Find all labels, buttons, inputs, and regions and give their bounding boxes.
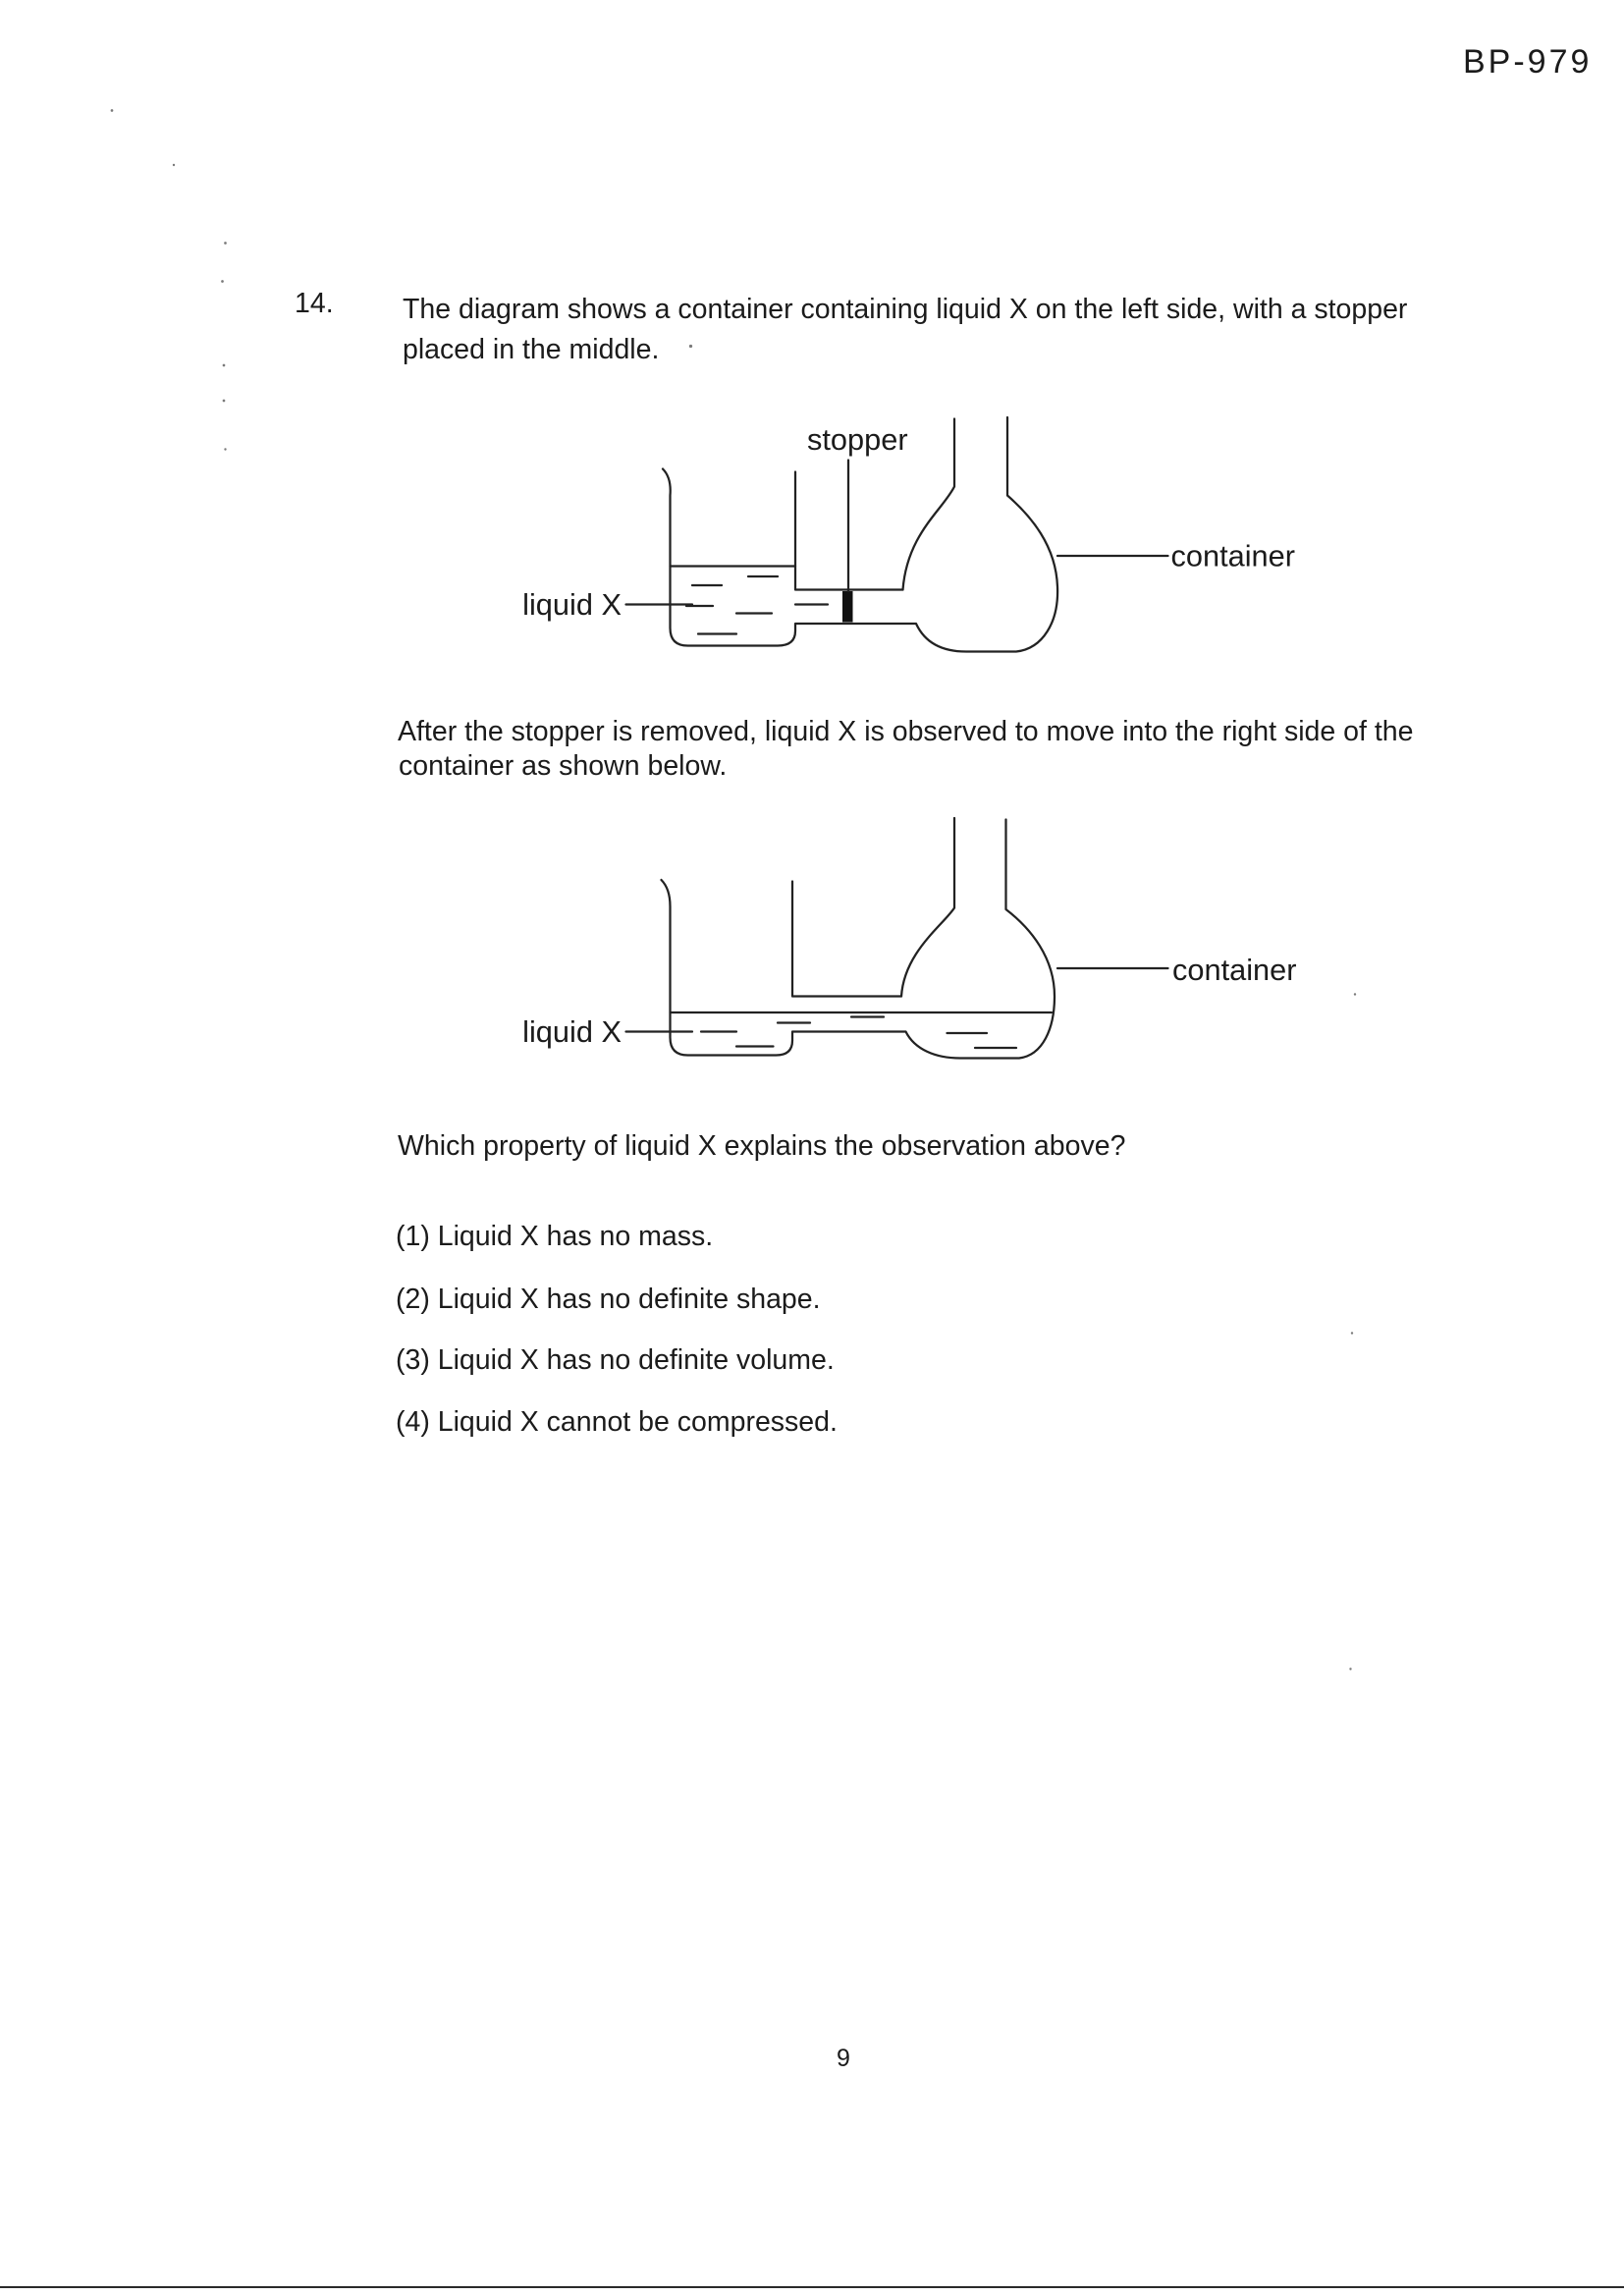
document-code: BP-979 [1463, 43, 1593, 81]
page-number: 9 [837, 2045, 850, 2072]
answer-option-4: (4) Liquid X cannot be compressed. [396, 1406, 838, 1438]
scan-speck [689, 345, 692, 348]
answer-option-3: (3) Liquid X has no definite volume. [396, 1344, 835, 1376]
scan-speck [223, 400, 226, 403]
flask-neck-left-wall [901, 818, 954, 997]
question-followup-line-2: container as shown below. [399, 750, 728, 782]
liquid-hatching [686, 576, 828, 634]
scan-speck [1349, 1667, 1351, 1669]
answer-option-1: (1) Liquid X has no mass. [396, 1221, 714, 1252]
question-prompt: Which property of liquid X explains the observation above? [398, 1130, 1126, 1162]
scan-speck [221, 280, 224, 283]
vessel-outline [662, 819, 1056, 1058]
scan-speck [111, 109, 114, 112]
stopper [842, 591, 853, 623]
flask-neck-left-wall [903, 418, 955, 589]
scan-speck [173, 164, 175, 166]
liquid-label: liquid X [522, 586, 622, 622]
liquid-label: liquid X [522, 1013, 622, 1049]
stopper-label: stopper [807, 421, 908, 457]
diagram-after-stopper-removed [501, 803, 1326, 1076]
question-intro-line-2: placed in the middle. [403, 334, 660, 365]
question-followup-line-1: After the stopper is removed, liquid X is observed to move into the right side of the [398, 716, 1414, 747]
scan-speck [1354, 993, 1356, 995]
question-intro-line-1: The diagram shows a container containing liquid X on the left side, with a stopper [403, 294, 1408, 325]
scan-speck [224, 448, 226, 450]
question-number: 14. [295, 288, 334, 319]
left-chamber-inner-wall [792, 881, 901, 996]
scan-speck [223, 364, 226, 367]
scan-speck [224, 242, 227, 245]
diagram-before-stopper-removed [501, 406, 1326, 664]
container-label: container [1172, 952, 1297, 987]
answer-option-2: (2) Liquid X has no definite shape. [396, 1284, 821, 1315]
container-label: container [1170, 538, 1295, 573]
page-bottom-rule [0, 2286, 1624, 2288]
scan-speck [1351, 1332, 1353, 1334]
